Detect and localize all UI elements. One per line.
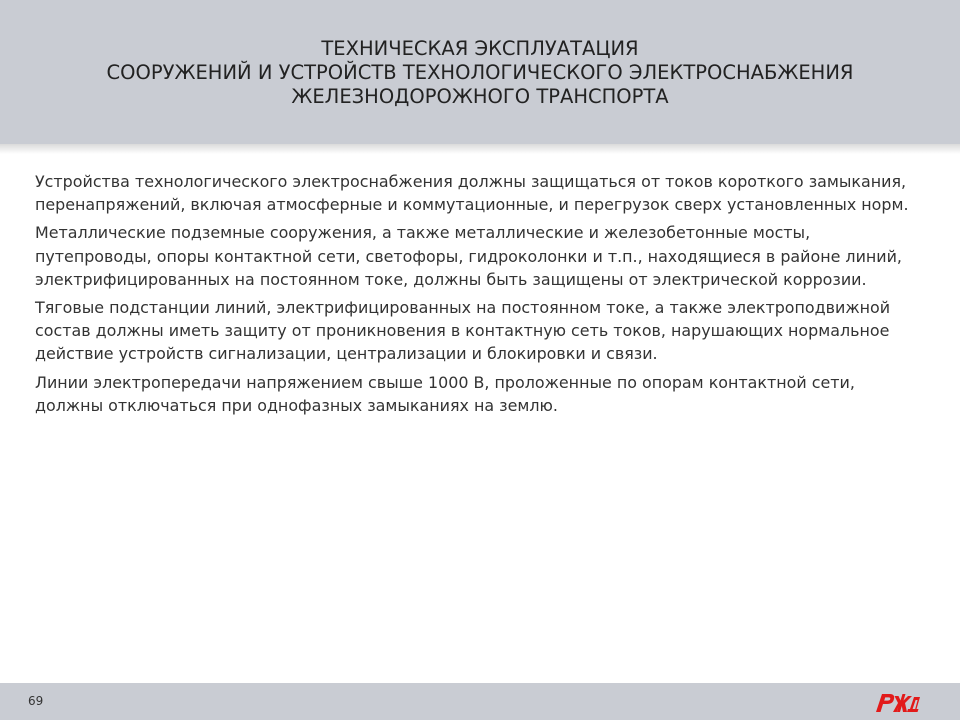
- slide-footer: [0, 683, 960, 720]
- slide-body: [35, 170, 925, 422]
- page-number: 69: [28, 694, 44, 708]
- header-shadow: [0, 144, 960, 154]
- title-line-3: ЖЕЛЕЗНОДОРОЖНОГО ТРАНСПОРТА: [291, 85, 669, 108]
- title-line-1: ТЕХНИЧЕСКАЯ ЭКСПЛУАТАЦИЯ: [321, 37, 639, 60]
- paragraph-4: Линии электропередачи напряжением свыше 1000 В, проложенные по опорам контактной сети, должны отключаться при однофазных замыканиях на землю.: [35, 372, 855, 415]
- paragraph-2: Металлические подземные сооружения, а также металлические и железобетонные мосты, путепроводы, опоры контактной сети, светофоры, гидроколонки и т.п., находящиеся в районе линий, электрифицированных на постоянном токе, должны быть защищены от электрической коррозии.: [35, 223, 902, 289]
- slide-header: [0, 0, 960, 144]
- paragraph-1: Устройства технологического электроснабжения должны защищаться от токов короткого замыкания, перенапряжений, включая атмосферные и коммутационные, и перегрузок сверх установленных норм.: [35, 172, 909, 215]
- title-line-2: СООРУЖЕНИЙ И УСТРОЙСТВ ТЕХНОЛОГИЧЕСКОГО ЭЛЕКТРОСНАБЖЕНИЯ: [106, 61, 854, 84]
- rzd-logo-icon: [874, 688, 922, 716]
- paragraph-3: Тяговые подстанции линий, электрифицированных на постоянном токе, а также электроподвижной состав должны иметь защиту от проникновения в контактную сеть токов, нарушающих нормальное действие устройств сигнализации, централизации и блокировки и связи.: [35, 298, 891, 364]
